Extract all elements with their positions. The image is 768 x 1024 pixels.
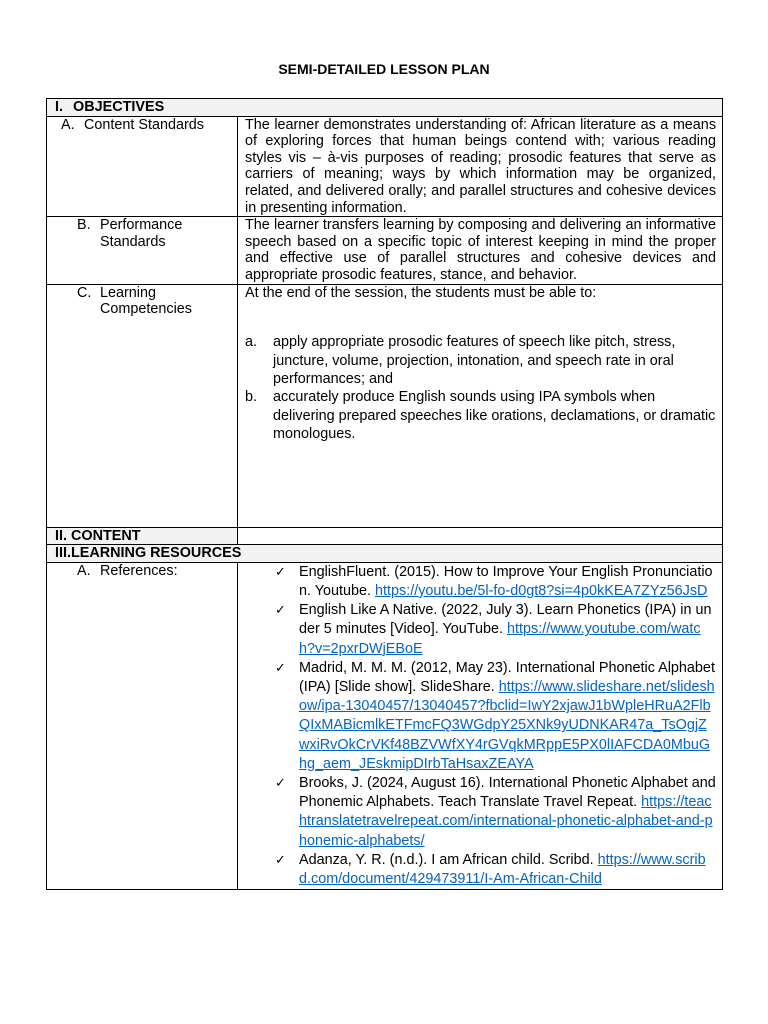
references-row <box>47 562 723 889</box>
lesson-plan-table <box>46 98 723 890</box>
content-standards-row <box>47 116 723 217</box>
performance-standards-text: The learner transfers learning by composing and delivering an informative speech based on a specific topic of interest keeping in mind the proper and effective use of parallel structures and cohesive devices and appropriate prosodic features, stance, and behavior. <box>238 217 723 284</box>
list-item-text: apply appropriate prosodic features of speech like pitch, stress, juncture, volume, projection, intonation, and speech rate in oral performances; and <box>273 334 676 387</box>
performance-standards-letter: B. <box>77 217 91 234</box>
objectives-heading <box>47 99 723 117</box>
references-label-cell <box>47 562 238 889</box>
content-section-row <box>47 527 723 545</box>
list-marker: a. <box>245 334 258 351</box>
reference-text: Adanza, Y. R. (n.d.). I am African child. Scribd. <box>299 851 598 868</box>
performance-standards-label: Performance Standards <box>100 217 183 250</box>
learning-competencies-label: Learning Competencies <box>100 284 192 318</box>
learning-competencies-letter: C. <box>77 284 92 301</box>
content-standards-text: The learner demonstrates understanding of: African literature as a means of exploring forces that human beings contend with; various reading styles vis – à-vis purposes of reading; prosodic features that serve as carriers of meaning; ways by which information may be organized, related, and delivered orally; and parallel structures and cohesive devices in presenting information. <box>238 116 723 217</box>
list-marker: b. <box>245 389 258 406</box>
performance-standards-row <box>47 217 723 284</box>
reference-text: Brooks, J. (2024, August 16). International Phonetic Alphabet and Phonemic Alphabets. Teach Translate Travel Repeat. <box>299 774 716 811</box>
check-icon: ✓ <box>275 660 286 676</box>
objectives-section-row <box>47 99 723 117</box>
reference-link[interactable]: https://www.scribd.com/document/429473911/I-Am-African-Child <box>299 851 706 887</box>
check-icon: ✓ <box>275 564 286 580</box>
list-item <box>245 388 716 443</box>
list-item <box>275 563 716 601</box>
list-item <box>275 774 716 851</box>
list-item <box>245 333 716 388</box>
reference-link[interactable]: https://teachtranslatetravelrepeat.com/international-phonetic-alphabet-and-phonemic-alphabets/ <box>299 794 713 849</box>
content-standards-letter: A. <box>61 116 75 133</box>
learning-resources-heading: III.LEARNING RESOURCES <box>47 545 723 563</box>
reference-link[interactable]: https://www.youtube.com/watch?v=2pxrDWjEBoE <box>299 621 701 657</box>
learning-competencies-label-cell <box>47 284 238 527</box>
competencies-list <box>245 333 716 443</box>
reference-text: EnglishFluent. (2015). How to Improve Your English Pronunciation. Youtube. <box>299 563 713 599</box>
reference-text: Madrid, M. M. M. (2012, May 23). International Phonetic Alphabet(IPA) [Slide show]. SlideShare. <box>299 659 715 695</box>
references-list <box>245 563 716 889</box>
check-icon: ✓ <box>275 603 286 619</box>
content-standards-label: Content Standards <box>84 116 205 133</box>
check-icon: ✓ <box>275 852 286 868</box>
learning-competencies-cell <box>238 284 723 527</box>
performance-standards-label-cell <box>47 217 238 284</box>
learning-resources-section-row <box>47 545 723 563</box>
objectives-heading-text: OBJECTIVES <box>73 99 165 115</box>
list-item <box>275 601 716 659</box>
list-item <box>275 659 716 774</box>
list-item <box>275 851 716 889</box>
learning-competencies-row <box>47 284 723 527</box>
content-heading: II. CONTENT <box>47 527 238 545</box>
list-item-text: accurately produce English sounds using IPA symbols when delivering prepared speeches like orations, declamations, or dramatic monologues. <box>273 389 716 443</box>
content-value <box>238 527 723 545</box>
references-letter: A. <box>77 562 91 579</box>
objectives-heading-num: I. <box>55 99 63 115</box>
learning-competencies-intro: At the end of the session, the students must be able to: <box>245 284 597 301</box>
reference-text: English Like A Native. (2022, July 3). Learn Phonetics (IPA) in under 5 minutes [Video]. YouTube. <box>299 602 712 638</box>
reference-link[interactable]: https://www.slideshare.net/slideshow/ipa-13040457/13040457?fbclid=IwY2xjawJ1bWpleHRuA2FlbQIxMABicmlkETFmcFQ3WGdpY25XNk9yUDNKAR47a_TsOgjZwxiRvOkCrVKf48BZVWfXY4rGVqkMRppE5PX0lIAFCDA0MbuGhg_aem_JEskmipDIrbTaHsaxZEAYA <box>299 678 715 772</box>
content-standards-label-cell <box>47 116 238 217</box>
check-icon: ✓ <box>275 775 286 791</box>
references-cell <box>238 562 723 889</box>
document-title: SEMI-DETAILED LESSON PLAN <box>278 61 490 77</box>
reference-link[interactable]: https://youtu.be/5l-fo-d0gt8?si=4p0kKEA7ZYz56JsD <box>375 582 708 599</box>
references-label: References: <box>100 562 178 579</box>
